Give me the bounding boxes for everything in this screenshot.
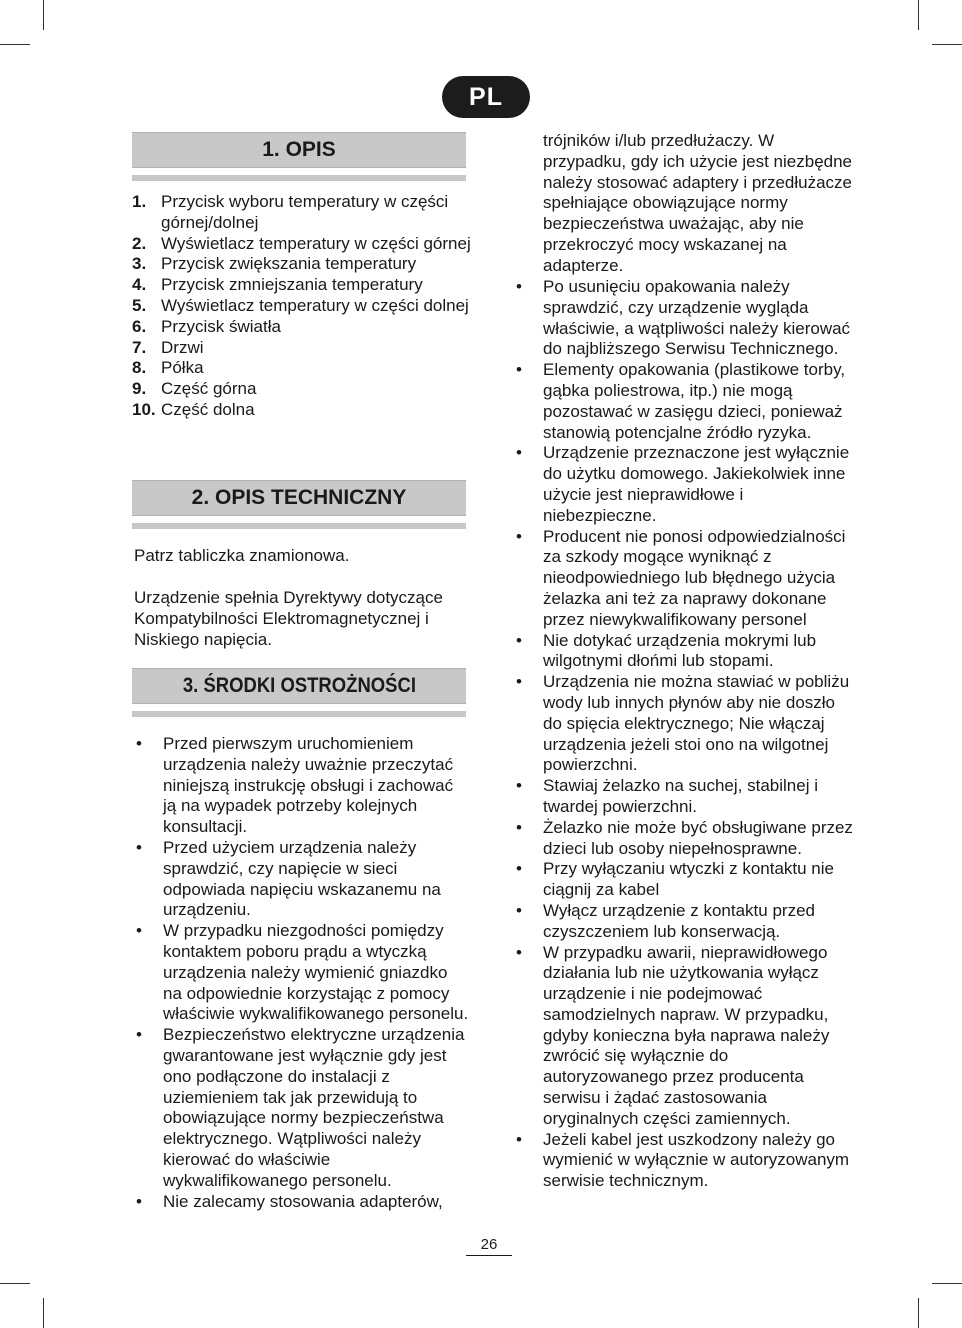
item-text: Przycisk światła [161,316,281,336]
item-text: Przycisk zmniejszania temperatury [161,275,423,295]
precautions-list-right [514,277,854,1192]
precaution-text: Przed pierwszym uruchomieniem urządzenia należy uważnie przeczytać niniejszą instrukcję obsługi i zachować ją na wypadek potrzeby kolejnych konsultacji. [163,734,454,837]
precaution-item [514,631,854,673]
precaution-item [134,1192,470,1213]
item-text: Półka [161,358,204,378]
bullet-icon: • [516,630,522,650]
precaution-item [134,838,470,921]
crop-mark [0,44,30,45]
bullet-icon: • [516,1129,522,1149]
precaution-item [514,859,854,901]
item-text: Część dolna [161,399,255,419]
precaution-text: Żelazko nie może być obsługiwane przez dzieci lub osoby niepełnosprawne. [543,817,853,858]
precautions-list-left [134,734,470,1212]
item-text: Wyświetlacz temperatury w części dolnej [161,295,469,315]
bullet-icon: • [516,942,522,962]
item-number: 2. [132,233,147,253]
item-number: 8. [132,358,147,378]
item-text: Część górna [161,379,257,399]
precautions-continuation: trójników i/lub przedłużaczy. W przypadku, gdy ich użycie jest niezbędne należy stosować adaptery i przedłużacze spełniające obowiązujące normy bezpieczeństwa uważając, aby nie przekroczyć mocy wskazanej na adapterze. [543,131,853,275]
bullet-icon: • [516,900,522,920]
precaution-text: Bezpieczeństwo elektryczne urządzenia gwarantowane jest wyłącznie gdy jest ono podłączone do instalacji z uziemieniem tak jak przewidują to obowiązujące normy bezpieczeństwa elektrycznego. Wątpliwości należy kierować do właściwie wykwalifikowanego personelu. [163,1025,465,1190]
precaution-text: Urządzenie przeznaczone jest wyłącznie do użytku domowego. Jakiekolwiek inne użycie jest nieprawidłowe i niebezpieczne. [543,443,850,525]
item-number: 4. [132,275,147,295]
page-number: 26 [466,1236,512,1256]
precaution-item [514,818,854,860]
rating-plate-note: Patrz tabliczka znamionowa. [134,546,350,565]
parts-list-item [132,234,472,255]
item-text: Przycisk wyboru temperatury w części górnej/dolnej [161,192,449,232]
precaution-item [514,527,854,631]
parts-list-item [132,317,472,338]
precaution-text: Nie zalecamy stosowania adapterów, [163,1191,443,1211]
precaution-text: Stawiaj żelazko na suchej, stabilnej i twardej powierzchni. [543,776,818,816]
bullet-icon: • [516,776,522,796]
section-title: 2. OPIS TECHNICZNY [191,486,407,509]
item-text: Wyświetlacz temperatury w części górnej [161,233,471,253]
parts-list-item [132,296,472,317]
item-number: 1. [132,192,147,211]
precaution-item [514,943,854,1130]
precaution-text: W przypadku awarii, nieprawidłowego działania lub nie użytkowania wyłącz urządzenie i nie podejmować samodzielnych napraw. W przypadku, gdyby konieczna była naprawa należy zwrócić się wyłącznie do autoryzowanego przez producenta serwisu i żądać zastosowania oryginalnych części zamiennych. [543,942,830,1128]
precaution-item [514,901,854,943]
item-number: 7. [132,337,147,357]
section-header-opis [132,132,466,181]
bullet-icon: • [136,921,142,941]
section-rule [132,175,466,181]
item-number: 10. [132,399,156,419]
crop-mark [0,1283,30,1284]
bullet-icon: • [136,734,142,753]
parts-list-item [132,358,472,379]
precaution-item [514,776,854,818]
parts-list-item [132,400,472,421]
item-text: Przycisk zwiększania temperatury [161,254,417,274]
parts-list [132,192,472,421]
crop-mark [932,44,962,45]
bullet-icon: • [136,1025,142,1045]
precaution-text: Nie dotykać urządzenia mokrymi lub wilgotnymi dłońmi lub stopami. [543,630,817,671]
item-number: 6. [132,316,147,336]
bullet-icon: • [516,277,522,296]
precaution-text: Przy wyłączaniu wtyczki z kontaktu nie ciągnij za kabel [543,859,834,900]
crop-mark [43,0,44,30]
precaution-item [514,672,854,776]
precaution-text: Wyłącz urządzenie z kontaktu przed czyszczeniem lub konserwacją. [543,900,815,941]
parts-list-item [132,379,472,400]
section-title: 1. OPIS [262,138,336,161]
precaution-item [514,1130,854,1192]
parts-list-item [132,192,472,234]
section-header-opis-techniczny [132,480,466,529]
precaution-item [134,734,470,838]
precaution-text: Urządzenia nie można stawiać w pobliżu wody lub innych płynów aby nie doszło do spięcia elektrycznego; Nie włączaj urządzenia jeżeli stoi ono na wilgotnej powierzchni. [543,672,850,775]
precaution-text: Producent nie ponosi odpowiedzialności za szkody mogące wyniknąć z nieodpowiedniego lub błędnego użycia żelazka ani też za naprawy dokonane przez niewykwalifikowany personel [543,526,846,629]
precaution-item [514,277,854,360]
bullet-icon: • [516,817,522,837]
section-title: 3. ŚRODKI OSTROŻNOŚCI [182,674,416,697]
item-number: 9. [132,379,147,399]
bullet-icon: • [136,837,142,857]
precaution-item [134,921,470,1025]
bullet-icon: • [516,672,522,692]
crop-mark [918,0,919,30]
precaution-text: Jeżeli kabel jest uszkodzony należy go wymienić w wyłącznie w autoryzowanym serwisie technicznym. [543,1129,850,1191]
precaution-text: Po usunięciu opakowania należy sprawdzić, czy urządzenie wygląda właściwie, a wątpliwości należy kierować do najbliższego Serwisu Technicznego. [543,277,851,359]
parts-list-item [132,338,472,359]
precaution-text: Elementy opakowania (plastikowe torby, gąbka poliestrowa, itp.) nie mogą pozostawać w zasięgu dzieci, ponieważ stanowią potencjalne źródło ryzyka. [543,360,846,442]
crop-mark [43,1298,44,1328]
bullet-icon: • [136,1191,142,1211]
section-rule [132,523,466,529]
precaution-text: Przed użyciem urządzenia należy sprawdzić, czy napięcie w sieci odpowiada napięciu wskazanemu na urządzeniu. [163,837,441,920]
precaution-item [514,360,854,443]
precaution-text: W przypadku niezgodności pomiędzy kontaktem poboru prądu a wtyczką urządzenia należy wymienić gniazdko na odpowiednie korzystając z pomocy właściwie wykwalifikowanego personelu. [163,921,469,1024]
language-badge: PL [442,76,530,118]
parts-list-item [132,254,472,275]
bullet-icon: • [516,360,522,380]
precaution-item [514,443,854,526]
section-rule [132,711,466,717]
crop-mark [932,1283,962,1284]
section-header-srodki-ostroznosci [132,668,466,717]
item-number: 3. [132,254,147,274]
item-text: Drzwi [161,337,204,357]
bullet-icon: • [516,859,522,879]
directives-note: Urządzenie spełnia Dyrektywy dotyczące Kompatybilności Elektromagnetycznej i Niskiego napięcia. [134,588,443,649]
parts-list-item [132,275,472,296]
bullet-icon: • [516,443,522,463]
bullet-icon: • [516,526,522,546]
crop-mark [918,1298,919,1328]
item-number: 5. [132,295,147,315]
precaution-item [134,1025,470,1191]
